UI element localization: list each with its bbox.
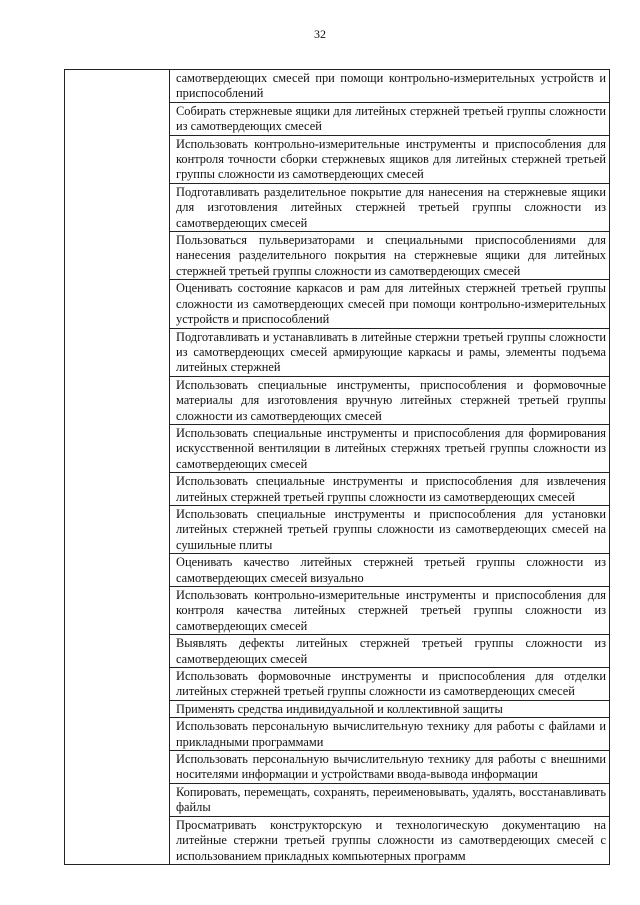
- table-cell: Оценивать качество литейных стержней третьей группы сложности из самотвердеющих смесей визуально: [176, 555, 606, 585]
- table-cell: Использовать специальные инструменты и приспособления для установки литейных стержней третьей группы сложности из самотвердеющих смесей на сушильные плиты: [176, 506, 606, 552]
- table-cell: Выявлять дефекты литейных стержней третьей группы сложности из самотвердеющих смесей: [176, 636, 606, 666]
- table-cell: Использовать персональную вычислительную технику для работы с файлами и прикладными программами: [176, 719, 606, 749]
- table-row: [65, 70, 610, 103]
- table-cell: Использовать специальные инструменты и приспособления для формирования искусственной вентиляции в литейных стержнях третьей группы сложности из самотвердеющих смесей: [176, 425, 606, 471]
- table-cell: Использовать специальные инструменты, приспособления и формовочные материалы для изготовления вручную литейных стержней третьей группы сложности из самотвердеющих смесей: [176, 377, 606, 423]
- table-cell: Использовать контрольно-измерительные инструменты и приспособления для контроля качества литейных стержней третьей группы сложности из самотвердеющих смесей: [176, 588, 606, 633]
- table-cell: Использовать контрольно-измерительные инструменты и приспособления для контроля точности сборки стержневых ящиков для литейных стержней третьей группы сложности из самотвердеющих смесей: [176, 136, 606, 182]
- skills-table: [64, 69, 610, 865]
- left-empty-column: [65, 70, 170, 865]
- table-cell: Просматривать конструкторскую и технологическую документацию на литейные стержни третьей группы сложности из самотвердеющих смесей с использованием прикладных компьютерных программ: [176, 817, 606, 863]
- table-cell: Собирать стержневые ящики для литейных стержней третьей группы сложности из самотвердеющих смесей: [176, 103, 606, 134]
- table-cell: Подготавливать разделительное покрытие для нанесения на стержневые ящики для изготовления литейных стержней третьей группы сложности из самотвердеющих смесей: [176, 184, 606, 230]
- table-cell: Оценивать состояние каркасов и рам для литейных стержней третьей группы сложности из самотвердеющих смесей при помощи контрольно-измерительных устройств и приспособлений: [176, 281, 606, 327]
- table-cell: самотвердеющих смесей при помощи контрольно-измерительных устройств и приспособлений: [176, 71, 606, 101]
- table-cell: Подготавливать и устанавливать в литейные стержни третьей группы сложности из самотвердеющих смесей армирующие каркасы и рамы, элементы подъема литейных стержней: [176, 329, 606, 375]
- table-cell: Использовать персональную вычислительную технику для работы с внешними носителями информации и устройствами ввода-вывода информации: [176, 752, 606, 782]
- page-number: 32: [314, 27, 326, 41]
- table-cell: Пользоваться пульверизаторами и специальными приспособлениями для нанесения разделительного покрытия на стержневые ящики для литейных стержней третьей группы сложности из самотвердеющих смесей: [176, 233, 606, 278]
- table-cell: Использовать формовочные инструменты и приспособления для отделки литейных стержней третьей группы сложности из самотвердеющих смесей: [176, 669, 606, 699]
- table-cell: Применять средства индивидуальной и коллективной защиты: [176, 701, 503, 716]
- table-cell: Использовать специальные инструменты и приспособления для извлечения литейных стержней третьей группы сложности из самотвердеющих смесей: [176, 474, 606, 504]
- table-cell: Копировать, перемещать, сохранять, переименовывать, удалять, восстанавливать файлы: [176, 784, 606, 815]
